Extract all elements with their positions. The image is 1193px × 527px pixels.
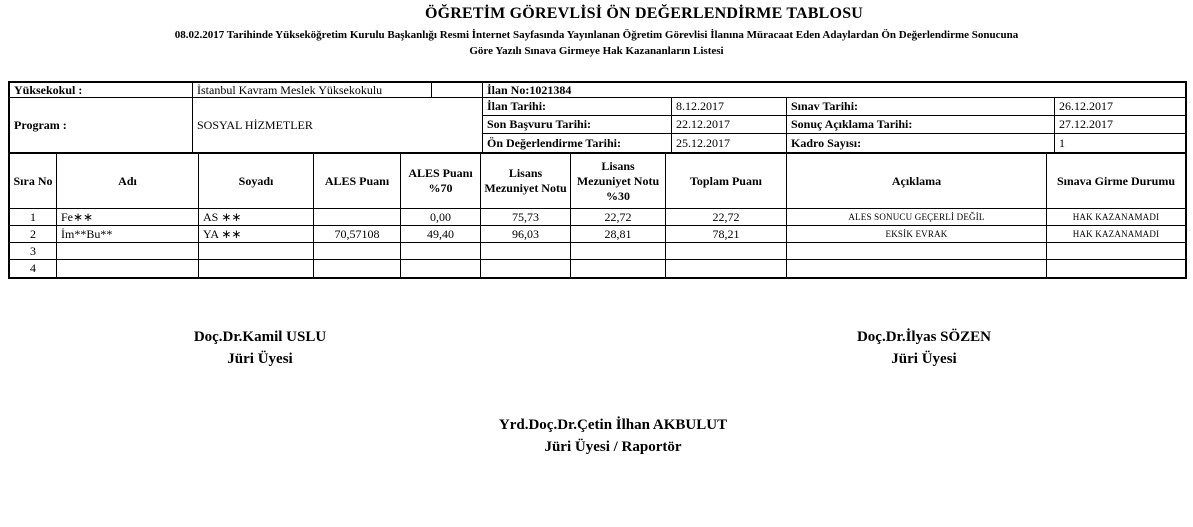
table-cell [787,243,1047,260]
col-header-sinava-girme: Sınava Girme Durumu [1047,154,1185,209]
signature-name: Yrd.Doç.Dr.Çetin İlhan AKBULUT [498,417,728,433]
table-cell [481,260,571,277]
table-cell: AS ∗∗ [199,209,314,226]
table-cell [666,243,787,260]
col-header-ales-puani: ALES Puanı [314,154,401,209]
table-cell: HAK KAZANAMADI [1047,226,1185,243]
info-value: 8.12.2017 [672,98,787,116]
info-value: 27.12.2017 [1055,116,1185,134]
info-label: Sonuç Açıklama Tarihi: [787,116,1055,134]
table-cell [57,243,199,260]
table-cell [401,260,481,277]
signature-name: Doç.Dr.Kamil USLU [193,329,327,345]
table-cell [57,260,199,277]
info-value: 25.12.2017 [672,134,787,152]
table-cell: EKSİK EVRAK [787,226,1047,243]
info-label: Sınav Tarihi: [787,98,1055,116]
table-cell: 3 [10,243,57,260]
table-cell: 1 [10,209,57,226]
table-cell: 70,57108 [314,226,401,243]
col-header-sira-no: Sıra No [10,154,57,209]
col-header-toplam-puani: Toplam Puanı [666,154,787,209]
signature-left [90,326,430,370]
candidates-table [10,152,1185,277]
school-value: İstanbul Kavram Meslek Yüksekokulu [193,83,432,98]
table-cell: 75,73 [481,209,571,226]
col-header-adi: Adı [57,154,199,209]
col-header-lisans-notu: Lisans Mezuniyet Notu [481,154,571,209]
program-value: SOSYAL HİZMETLER [193,98,483,152]
table-cell [571,260,666,277]
signature-role: Jüri Üyesi [227,351,293,367]
subtitle-line-1: 08.02.2017 Tarihinde Yükseköğretim Kurulu Başkanlığı Resmi İnternet Sayfasında Yayınlanan Öğretim Görevlisi İlanına Müracaat Eden Adaylardan Ön Değerlendirme Sonucuna [174,29,1019,41]
table-cell [571,243,666,260]
signature-role: Jüri Üyesi [891,351,957,367]
info-label: Ön Değerlendirme Tarihi: [483,134,672,152]
table-cell [1047,260,1185,277]
table-cell [787,260,1047,277]
info-label: Son Başvuru Tarihi: [483,116,672,134]
table-cell: 78,21 [666,226,787,243]
table-cell [666,260,787,277]
subtitle-line-2: Göre Yazılı Sınava Girmeye Hak Kazananların Listesi [469,45,724,57]
table-cell: 0,00 [401,209,481,226]
table-cell [481,243,571,260]
school-label: Yüksekokul : [10,83,193,98]
col-header-ales-puani-70: ALES Puanı %70 [401,154,481,209]
table-cell: 22,72 [571,209,666,226]
table-cell: 22,72 [666,209,787,226]
table-cell: 28,81 [571,226,666,243]
table-cell [401,243,481,260]
empty-cell [432,83,483,98]
table-cell: İm**Bu** [57,226,199,243]
table-cell: 4 [10,260,57,277]
col-header-aciklama: Açıklama [787,154,1047,209]
info-value: 22.12.2017 [672,116,787,134]
col-header-lisans-notu-30: Lisans Mezuniyet Notu %30 [571,154,666,209]
table-cell: 96,03 [481,226,571,243]
table-cell [199,243,314,260]
table-cell: 2 [10,226,57,243]
signature-role: Jüri Üyesi / Raportör [544,439,682,455]
table-cell [314,260,401,277]
signature-bottom [443,414,783,458]
signature-name: Doç.Dr.İlyas SÖZEN [856,329,992,345]
info-value: 1 [1059,135,1065,150]
ilan-no: İlan No:1021384 [483,83,1185,98]
table-cell: YA ∗∗ [199,226,314,243]
signature-right [754,326,1094,370]
table-cell [199,260,314,277]
table-cell [1047,243,1185,260]
table-cell [314,209,401,226]
evaluation-table [8,81,1187,279]
page-title: ÖĞRETİM GÖREVLİSİ ÖN DEĞERLENDİRME TABLOSU [424,5,864,22]
info-section [10,83,1185,152]
info-label: Kadro Sayısı: [787,134,1055,152]
info-label: İlan Tarihi: [483,98,672,116]
table-cell: 49,40 [401,226,481,243]
table-cell: Fe∗∗ [57,209,199,226]
table-cell: ALES SONUCU GEÇERLİ DEĞİL [787,209,1047,226]
info-value: 26.12.2017 [1055,98,1185,116]
program-label: Program : [10,98,193,152]
table-cell [314,243,401,260]
col-header-soyadi: Soyadı [199,154,314,209]
table-cell: HAK KAZANAMADI [1047,209,1185,226]
